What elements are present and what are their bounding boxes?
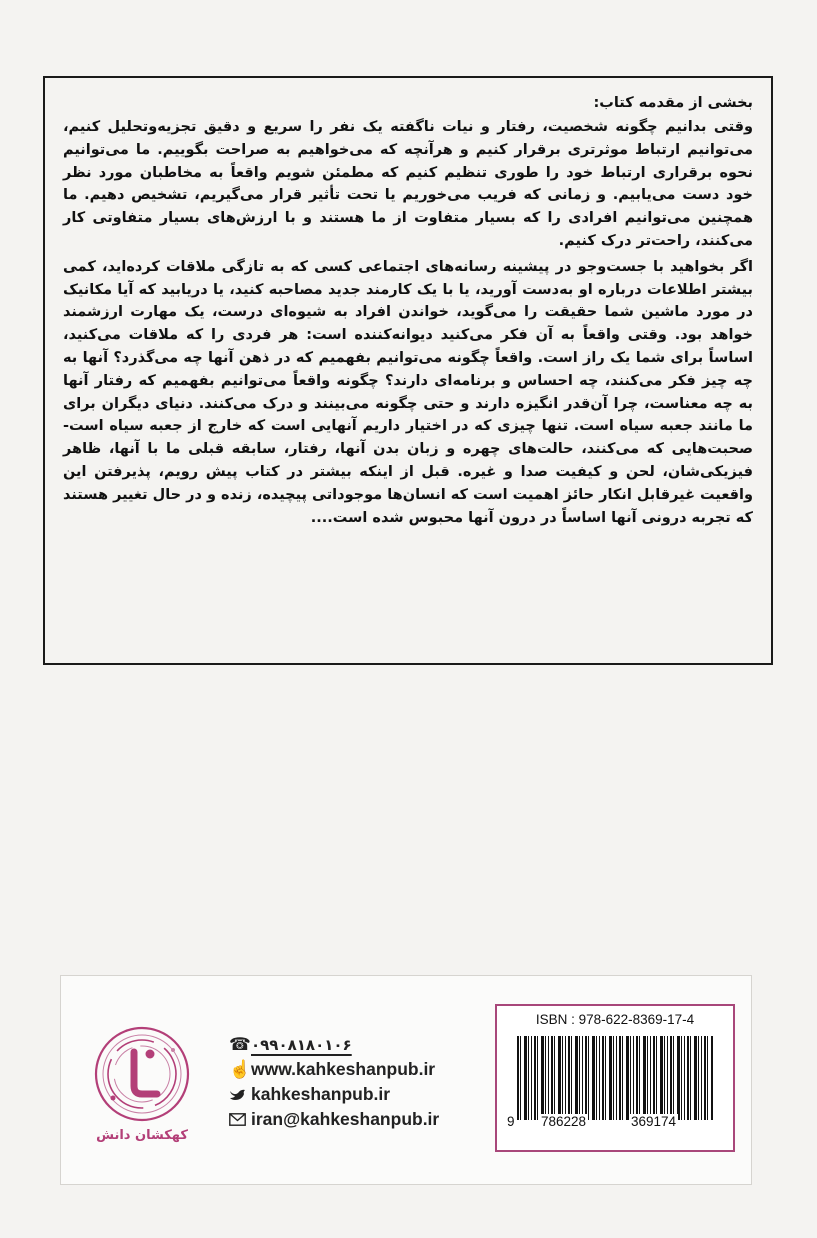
contact-social-row <box>229 1082 499 1107</box>
cursor-hand-icon: ☝ <box>229 1059 251 1079</box>
website-link[interactable]: www.kahkeshanpub.ir <box>251 1059 436 1079</box>
publisher-footer-panel <box>60 975 752 1185</box>
isbn-box <box>495 1004 735 1152</box>
social-bird-icon <box>229 1082 251 1107</box>
contact-list <box>229 1032 499 1132</box>
publisher-logo <box>91 1024 193 1124</box>
contact-phone-row <box>229 1032 499 1057</box>
barcode-digit-prefix: 9 <box>507 1114 515 1129</box>
barcode-digit-group-1: 786228 <box>541 1114 587 1129</box>
barcode-digit-group-2: 369174 <box>631 1114 677 1129</box>
excerpt-heading: بخشی از مقدمه کتاب: <box>593 95 753 111</box>
book-excerpt-box <box>43 76 773 665</box>
barcode-image <box>517 1036 713 1120</box>
contact-website-row <box>229 1057 499 1082</box>
email-link[interactable]: iran@kahkeshanpub.ir <box>251 1109 440 1129</box>
excerpt-paragraph-1: وقتی بدانیم چگونه شخصیت، رفتار و نیات ناگفته یک نفر را سریع و دقیق تجزیه‌وتحلیل کنیم، می‌توانیم ارتباط موثرتری برقرار کنیم و هرآنچه که می‌خواهیم به صراحت بگوییم. ما می‌توانیم نحوه برقراری ارتباط خود را طوری تنظیم کنیم که مطمئن شویم واقعاً به مخاطبان مورد نظر خود دست می‌یابیم. و زمانی که فریب می‌خوریم یا تحت تأثیر قرار می‌گیریم، تشخیص دهیم. ما همچنین می‌توانیم افرادی را که بسیار متفاوت از ما هستند و با ارزش‌های بسیار متفاوتی کار می‌کنند، راحت‌تر درک کنیم. <box>63 119 753 249</box>
email-icon <box>229 1107 251 1132</box>
phone-icon: ☎ <box>229 1034 251 1054</box>
excerpt-paragraph-2: اگر بخواهید با جست‌وجو در پیشینه رسانه‌های اجتماعی کسی که به تازگی ملاقات کرده‌اید، کمی بیشتر اطلاعات درباره او به‌دست آورید، یا با یک کارمند جدید مصاحبه کنید، یا دریابید که آیا مکانیک در مورد ماشین شما حقیقت را می‌گوید، خواندن افراد به شیوه‌ای درست، یک مهارت ارزشمند خواهد بود. وقتی واقعاً به آن فکر می‌کنید دیوانه‌کننده است: هر فردی را که ملاقات می‌کنید، اساساً برای شما یک راز است. واقعاً چگونه می‌توانیم بفهمیم که در ذهن آنها چه می‌گذرد؟ آنها به چه چیز فکر می‌کنند، چه احساس و برنامه‌ای دارند؟ چگونه واقعاً می‌توانیم بفهمیم که رفتار آنها به چه معناست، چرا آن‌قدر انگیزه دارند و حتی چگونه می‌بینند و درک می‌کنند. دنیای دیگران برای ما مانند جعبه سیاه است. تنها چیزی که در اختیار داریم آنهایی است که خارج از جعبه سیاه است- صحبت‌هایی که می‌کنند، حالت‌های چهره و زبان بدن آنها، رفتار، سابقه قبلی ما با آنها، ظاهر فیزیکی‌شان، لحن و کیفیت صدا و غیره. قبل از اینکه بیشتر در کتاب پیش رویم، پذیرفتن این واقعیت غیرقابل انکار حائز اهمیت است که انسان‌ها موجوداتی پیچیده، زنده و در حال تغییر هستند که تجربه درونی آنها اساساً در درون آنها محبوس شده است.... <box>63 258 753 526</box>
social-link[interactable]: kahkeshanpub.ir <box>251 1084 391 1104</box>
isbn-label: ISBN : 978-622-8369-17-4 <box>535 1012 695 1027</box>
contact-email-row <box>229 1107 499 1132</box>
phone-number[interactable]: ۰۹۹۰۸۱۸۰۱۰۶ <box>251 1036 352 1054</box>
publisher-logo-text: کهکشان دانش <box>96 1128 188 1143</box>
